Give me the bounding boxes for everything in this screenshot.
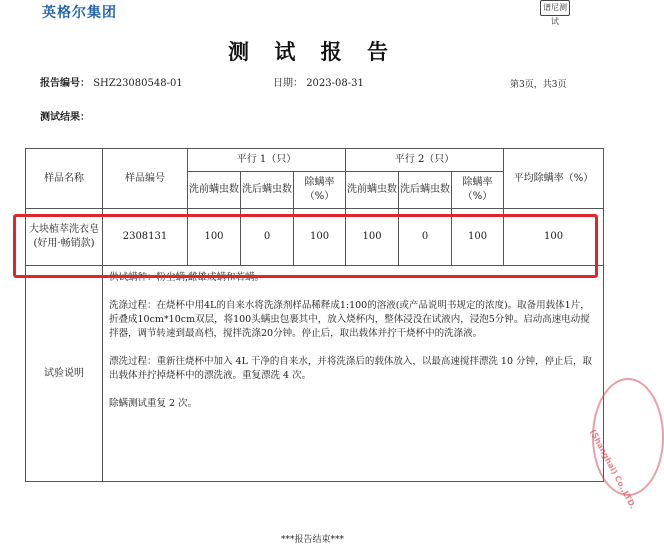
col-before-1: 洗前螨虫数	[188, 172, 241, 209]
col-group-parallel-1: 平行 1（只）	[188, 149, 346, 172]
cell-sample-name: 大块植萃洗衣皂(好用·畅销款)	[26, 209, 103, 266]
page-number: 第3页，共3页	[510, 80, 567, 90]
note-repeat: 除螨测试重复 2 次。	[109, 398, 198, 409]
cell-before-2: 100	[346, 209, 399, 266]
note-wash: 洗涤过程：在烧杯中用4L的自来水将洗涤剂样品稀释成1:100的溶液(或产品说明书规定的浓度)。取备用载体1片，折叠成10cm*10cm双层，将100头螨虫包裹其中，放入烧杯内，整体浸没在试液内，浸泡5分钟。启动高速电动搅拌器，调节转速到最高档，搅拌洗涤20分钟。停止后，取出载体并拧干烧杯中的洗涤液。	[109, 300, 590, 339]
col-rate-1: 除螨率（%）	[294, 172, 346, 209]
report-date-value: 2023-08-31	[306, 78, 364, 89]
results-heading: 测试结果：	[40, 112, 90, 123]
brand-name: 英格尔集团	[42, 5, 117, 21]
col-before-2: 洗前螨虫数	[346, 172, 399, 209]
cell-after-2: 0	[399, 209, 452, 266]
report-date-label: 日期：	[273, 78, 303, 89]
cell-rate-2: 100	[452, 209, 504, 266]
page-title: 测 试 报 告	[228, 39, 397, 64]
cell-sample-number: 2308131	[103, 209, 188, 266]
cell-after-1: 0	[241, 209, 294, 266]
note-mites: 供试螨种：粉尘螨,雌雄成螨和若螨。	[109, 272, 265, 283]
notes-content	[103, 266, 604, 482]
results-table	[25, 148, 604, 482]
company-seal	[588, 378, 664, 511]
report-end: ***报告结束***	[280, 535, 344, 545]
col-group-parallel-2: 平行 2（只）	[346, 149, 504, 172]
seal-text: (Shanghai) Co.,LTD.	[588, 428, 638, 511]
cell-average-rate: 100	[504, 209, 604, 266]
report-number-label: 报告编号：	[40, 78, 90, 89]
logo: 谱尼测试	[540, 0, 570, 16]
cell-before-1: 100	[188, 209, 241, 266]
col-rate-2: 除螨率（%）	[452, 172, 504, 209]
report-number	[40, 74, 183, 89]
col-average-rate: 平均除螨率（%）	[504, 149, 604, 209]
notes-row	[26, 266, 604, 482]
col-after-1: 洗后螨虫数	[241, 172, 294, 209]
col-sample-number: 样品编号	[103, 149, 188, 209]
report-number-value: SHZ23080548-01	[93, 78, 183, 89]
note-rinse: 漂洗过程：重新往烧杯中加入 4L 干净的自来水，并将洗涤后的载体放入，以最高速搅拌漂洗 10 分钟，停止后，取出载体并拧掉烧杯中的漂洗液。重复漂洗 4 次。	[109, 356, 593, 381]
col-after-2: 洗后螨虫数	[399, 172, 452, 209]
table-row	[26, 209, 604, 266]
cell-rate-1: 100	[294, 209, 346, 266]
notes-label: 试验说明	[26, 266, 103, 482]
header-row-1	[26, 149, 604, 172]
report-date	[273, 74, 364, 89]
col-sample-name: 样品名称	[26, 149, 103, 209]
